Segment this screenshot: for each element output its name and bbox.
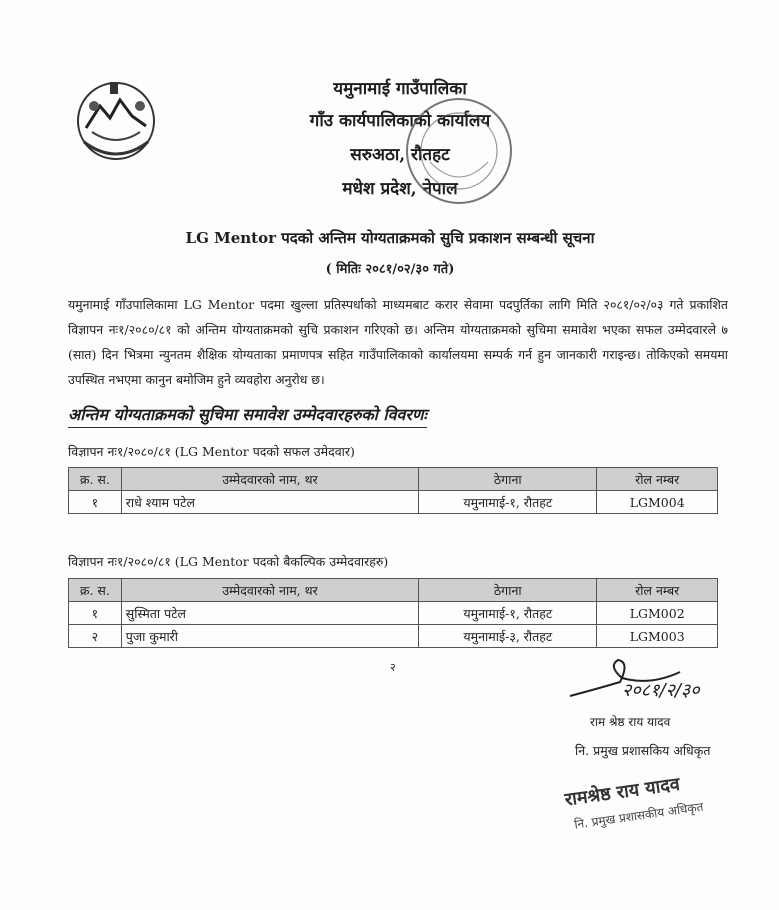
alternate-candidates-table xyxy=(68,578,718,648)
cell-name: पुजा कुमारी xyxy=(121,625,418,648)
signature-icon xyxy=(560,652,740,712)
table-row xyxy=(69,625,718,648)
col-name: उम्मेदवारको नाम, थर xyxy=(121,468,418,491)
notice-date: ( मितिः २०८१/०२/३० गते) xyxy=(325,262,455,277)
section-heading: अन्तिम योग्यताक्रमको सुचिमा समावेश उम्मेदवारहरुको विवरणः xyxy=(68,403,427,428)
col-name: उम्मेदवारको नाम, थर xyxy=(121,579,418,602)
cell-roll: LGM004 xyxy=(597,491,718,514)
signatory-name: राम श्रेष्ठ राय यादव xyxy=(590,715,671,729)
table-row xyxy=(69,491,718,514)
col-address: ठेगाना xyxy=(419,579,597,602)
office-location: सरुअठा, रौतहट xyxy=(350,145,450,165)
office-name: यमुनामाई गाउँपालिका xyxy=(333,79,467,99)
successful-candidates-table xyxy=(68,467,718,514)
table-header-row xyxy=(69,468,718,491)
col-roll: रोल नम्बर xyxy=(597,468,718,491)
notice-body: यमुनामाई गाँउपालिकामा LG Mentor पदमा खुल्ला प्रतिस्पर्धाको माध्यमबाट करार सेवामा पदपुर्तिका लागि मिति २०८१/०२/०३ गते प्रकाशित विज्ञापन नः१/२०८०/८१ को अन्तिम योग्यताक्रमको सुचि प्रकाशन गरिएको छ। अन्तिम योग्यताक्रमको सुचिमा समावेश भएका सफल उम्मेदवारले ७ (सात) दिन भित्रमा न्युनतम शैक्षिक योग्यताका प्रमाणपत्र सहित गाउँपालिकाको कार्यालयमा सम्पर्क गर्न हुन जानकारी गराइन्छ। तोकिएको समयमा उपस्थित नभएमा कानुन बमोजिम हुने व्यवहोरा अनुरोध छ। xyxy=(68,297,728,387)
notice-title: LG Mentor पदको अन्तिम योग्यताक्रमको सुचि प्रकाशन सम्बन्धी सूचना xyxy=(185,229,595,247)
col-roll: रोल नम्बर xyxy=(597,579,718,602)
col-sn: क्र. स. xyxy=(69,468,122,491)
cell-name: सुस्मिता पटेल xyxy=(121,602,418,625)
signatory-designation: नि. प्रमुख प्रशासकिय अधिकृत xyxy=(575,743,711,758)
seal-name: रामश्रेष्ठ राय यादव xyxy=(563,773,682,811)
page-number: २ xyxy=(390,661,396,674)
office-subtitle: गाँउ कार्यपालिकाको कार्यालय xyxy=(309,111,491,131)
name-seal-stamp-icon xyxy=(560,768,710,838)
cell-sn: १ xyxy=(69,491,122,514)
table2-caption: विज्ञापन नः१/२०८०/८१ (LG Mentor पदको बैकल्पिक उम्मेदवारहरु) xyxy=(68,554,389,569)
nepal-emblem-icon xyxy=(70,76,162,166)
table-row xyxy=(69,602,718,625)
office-province: मधेश प्रदेश, नेपाल xyxy=(342,179,458,199)
cell-name: राधे श्याम पटेल xyxy=(121,491,418,514)
col-sn: क्र. स. xyxy=(69,579,122,602)
office-stamp-icon xyxy=(400,92,518,210)
col-address: ठेगाना xyxy=(419,468,597,491)
cell-address: यमुनामाई-३, रौतहट xyxy=(419,625,597,648)
table1-caption: विज्ञापन नः१/२०८०/८१ (LG Mentor पदको सफल उमेदवार) xyxy=(68,444,355,459)
cell-address: यमुनामाई-१, रौतहट xyxy=(419,602,597,625)
signature-date: २०८१/२/३० xyxy=(622,680,700,701)
cell-address: यमुनामाई-१, रौतहट xyxy=(419,491,597,514)
cell-roll: LGM003 xyxy=(597,625,718,648)
seal-designation: नि. प्रमुख प्रशासकीय अधिकृत xyxy=(573,799,705,832)
cell-sn: २ xyxy=(69,625,122,648)
table-header-row xyxy=(69,579,718,602)
cell-roll: LGM002 xyxy=(597,602,718,625)
cell-sn: १ xyxy=(69,602,122,625)
